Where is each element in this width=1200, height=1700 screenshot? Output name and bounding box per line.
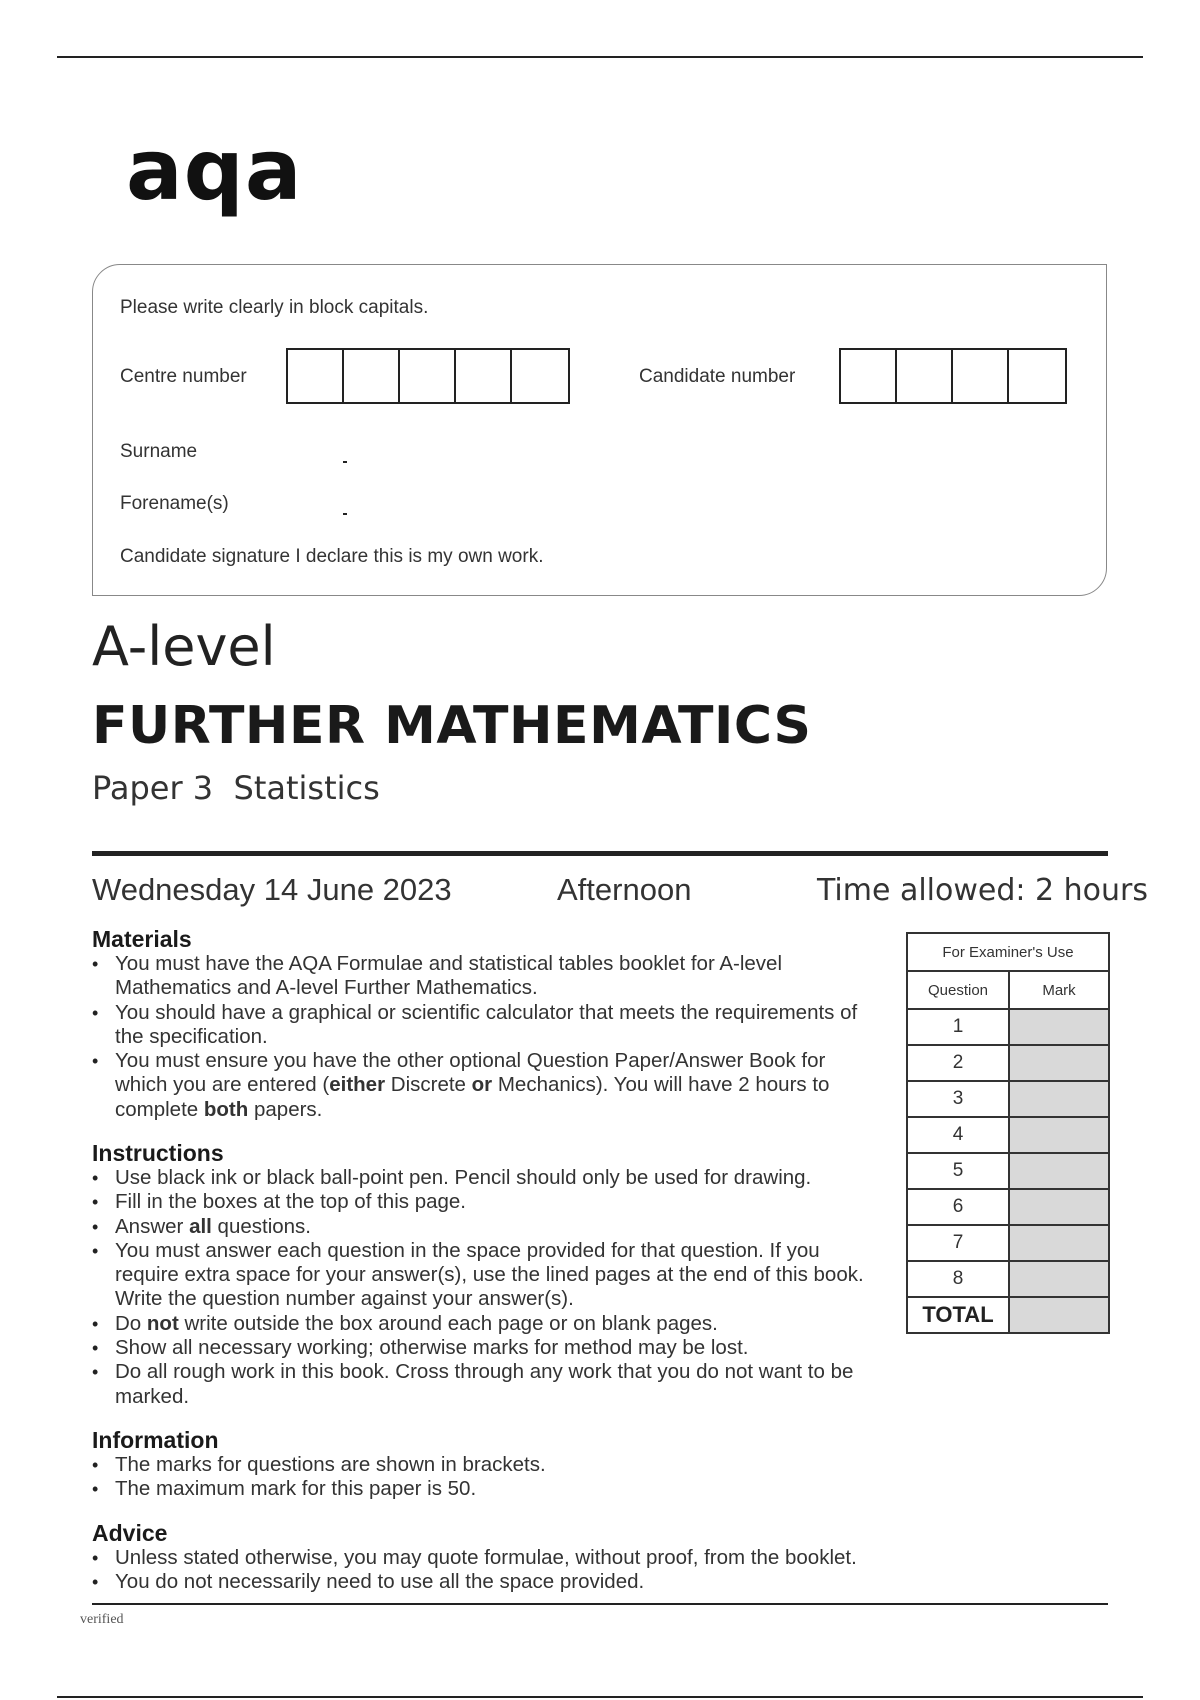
text-run: write outside the box around each page or on blank pages.	[178, 1311, 718, 1335]
mark-cell	[1009, 1045, 1109, 1081]
text-run: Mechanics). You will have 2 hours to complete	[115, 1073, 830, 1121]
paper-title: Paper 3 Statistics	[92, 769, 380, 807]
instructions-heading: Instructions	[92, 1140, 224, 1166]
signature-label: Candidate signature I declare this is my own work.	[120, 546, 544, 567]
list-item	[92, 952, 864, 1001]
list-item	[92, 1570, 992, 1594]
candidate-number-boxes[interactable]	[839, 348, 1067, 404]
text-run: You must have the AQA Formulae and statistical tables booklet for A-level Mathematics and A-level Further Mathematics.	[115, 952, 783, 1000]
list-item	[92, 1239, 882, 1312]
list-item	[92, 1546, 992, 1570]
question-number: 2	[907, 1045, 1009, 1081]
total-mark-cell	[1009, 1297, 1109, 1333]
information-section	[92, 1427, 892, 1502]
bold-text: all	[189, 1214, 212, 1238]
table-row	[907, 1117, 1109, 1153]
subject-title: FURTHER MATHEMATICS	[92, 696, 812, 756]
bold-text: not	[146, 1311, 179, 1335]
forenames-label: Forename(s)	[120, 493, 229, 514]
text-run: Fill in the boxes at the top of this page.	[115, 1190, 466, 1214]
list-item	[92, 1336, 882, 1360]
information-heading: Information	[92, 1427, 219, 1453]
list-item	[92, 1360, 882, 1409]
block-capitals-instruction: Please write clearly in block capitals.	[120, 297, 429, 318]
mark-cell	[1009, 1189, 1109, 1225]
verified-mark: verified	[80, 1612, 124, 1627]
advice-section	[92, 1520, 992, 1595]
text-run: Answer	[115, 1214, 190, 1238]
instructions-list	[92, 1166, 882, 1409]
mark-cell	[1009, 1081, 1109, 1117]
text-run: You do not necessarily need to use all the space provided.	[115, 1570, 645, 1594]
exam-date: Wednesday 14 June 2023	[92, 872, 452, 907]
forenames-field[interactable]	[343, 513, 347, 515]
centre-number-boxes[interactable]	[286, 348, 570, 404]
bold-text: both	[203, 1097, 249, 1121]
text-run: You should have a graphical or scientific calculator that meets the requirements of the specification.	[115, 1000, 858, 1048]
instructions-section	[92, 1140, 892, 1409]
qualification-level: A-level	[92, 615, 276, 678]
materials-section	[92, 926, 892, 1122]
table-row	[907, 1225, 1109, 1261]
list-item	[92, 1001, 864, 1050]
bottom-divider	[92, 1603, 1108, 1605]
question-number: 1	[907, 1009, 1009, 1045]
mark-cell	[1009, 1225, 1109, 1261]
text-run: Do all rough work in this book. Cross through any work that you do not want to be marked.	[115, 1360, 854, 1408]
mark-column-header: Mark	[1009, 971, 1109, 1009]
list-item	[92, 1190, 882, 1214]
candidate-digit-box[interactable]	[953, 350, 1009, 402]
table-row	[907, 1009, 1109, 1045]
text-run: The marks for questions are shown in brackets.	[115, 1453, 546, 1476]
text-run: Discrete	[385, 1073, 472, 1097]
text-run: questions.	[211, 1214, 312, 1238]
materials-list	[92, 952, 864, 1122]
text-run: Use black ink or black ball-point pen. Pencil should only be used for drawing.	[115, 1166, 812, 1189]
advice-heading: Advice	[92, 1520, 168, 1546]
table-row	[907, 1261, 1109, 1297]
surname-field[interactable]	[343, 461, 347, 463]
centre-digit-box[interactable]	[512, 350, 568, 402]
question-number: 7	[907, 1225, 1009, 1261]
bold-text: either	[329, 1073, 386, 1097]
text-run: Show all necessary working; otherwise marks for method may be lost.	[115, 1336, 749, 1360]
question-number: 8	[907, 1261, 1009, 1297]
surname-label: Surname	[120, 441, 198, 462]
total-label: TOTAL	[907, 1297, 1009, 1333]
centre-digit-box[interactable]	[288, 350, 344, 402]
list-item	[92, 1049, 864, 1122]
question-number: 4	[907, 1117, 1009, 1153]
question-number: 3	[907, 1081, 1009, 1117]
list-item	[92, 1215, 882, 1239]
table-row	[907, 1081, 1109, 1117]
text-run: Do	[115, 1311, 147, 1335]
candidate-digit-box[interactable]	[841, 350, 897, 402]
question-number: 5	[907, 1153, 1009, 1189]
text-run: You must answer each question in the space provided for that question. If you require extra space for your answer(s), use the lined pages at the end of this book. Write the question number against your answer(s).	[115, 1238, 864, 1311]
candidate-number-label: Candidate number	[639, 366, 796, 387]
centre-digit-box[interactable]	[456, 350, 512, 402]
advice-list	[92, 1546, 992, 1595]
information-list	[92, 1453, 892, 1502]
centre-digit-box[interactable]	[344, 350, 400, 402]
question-number: 6	[907, 1189, 1009, 1225]
top-rule	[57, 56, 1143, 58]
time-allowed: Time allowed: 2 hours	[817, 873, 1149, 908]
examiner-use-table	[906, 932, 1110, 1334]
centre-number-label: Centre number	[120, 366, 247, 387]
mark-cell	[1009, 1261, 1109, 1297]
question-column-header: Question	[907, 971, 1009, 1009]
table-row	[907, 1189, 1109, 1225]
text-run: You must ensure you have the other optional Question Paper/Answer Book for which you are entered (	[115, 1049, 826, 1097]
candidate-digit-box[interactable]	[1009, 350, 1065, 402]
text-run: papers.	[248, 1097, 323, 1121]
list-item	[92, 1166, 882, 1190]
text-run: Unless stated otherwise, you may quote formulae, without proof, from the booklet.	[115, 1546, 857, 1569]
bold-text: or	[471, 1073, 493, 1097]
centre-digit-box[interactable]	[400, 350, 456, 402]
materials-heading: Materials	[92, 926, 192, 952]
aqa-logo: aqa	[126, 121, 303, 219]
candidate-digit-box[interactable]	[897, 350, 953, 402]
examiner-table-rows	[907, 1009, 1109, 1297]
table-row	[907, 1045, 1109, 1081]
thick-divider	[92, 851, 1108, 856]
examiner-table-title: For Examiner's Use	[907, 933, 1109, 971]
list-item	[92, 1477, 892, 1501]
list-item	[92, 1453, 892, 1477]
mark-cell	[1009, 1117, 1109, 1153]
footer-rule	[57, 1696, 1143, 1698]
table-row	[907, 1153, 1109, 1189]
list-item	[92, 1312, 882, 1336]
mark-cell	[1009, 1009, 1109, 1045]
text-run: The maximum mark for this paper is 50.	[115, 1477, 477, 1501]
mark-cell	[1009, 1153, 1109, 1189]
exam-session: Afternoon	[557, 872, 692, 907]
